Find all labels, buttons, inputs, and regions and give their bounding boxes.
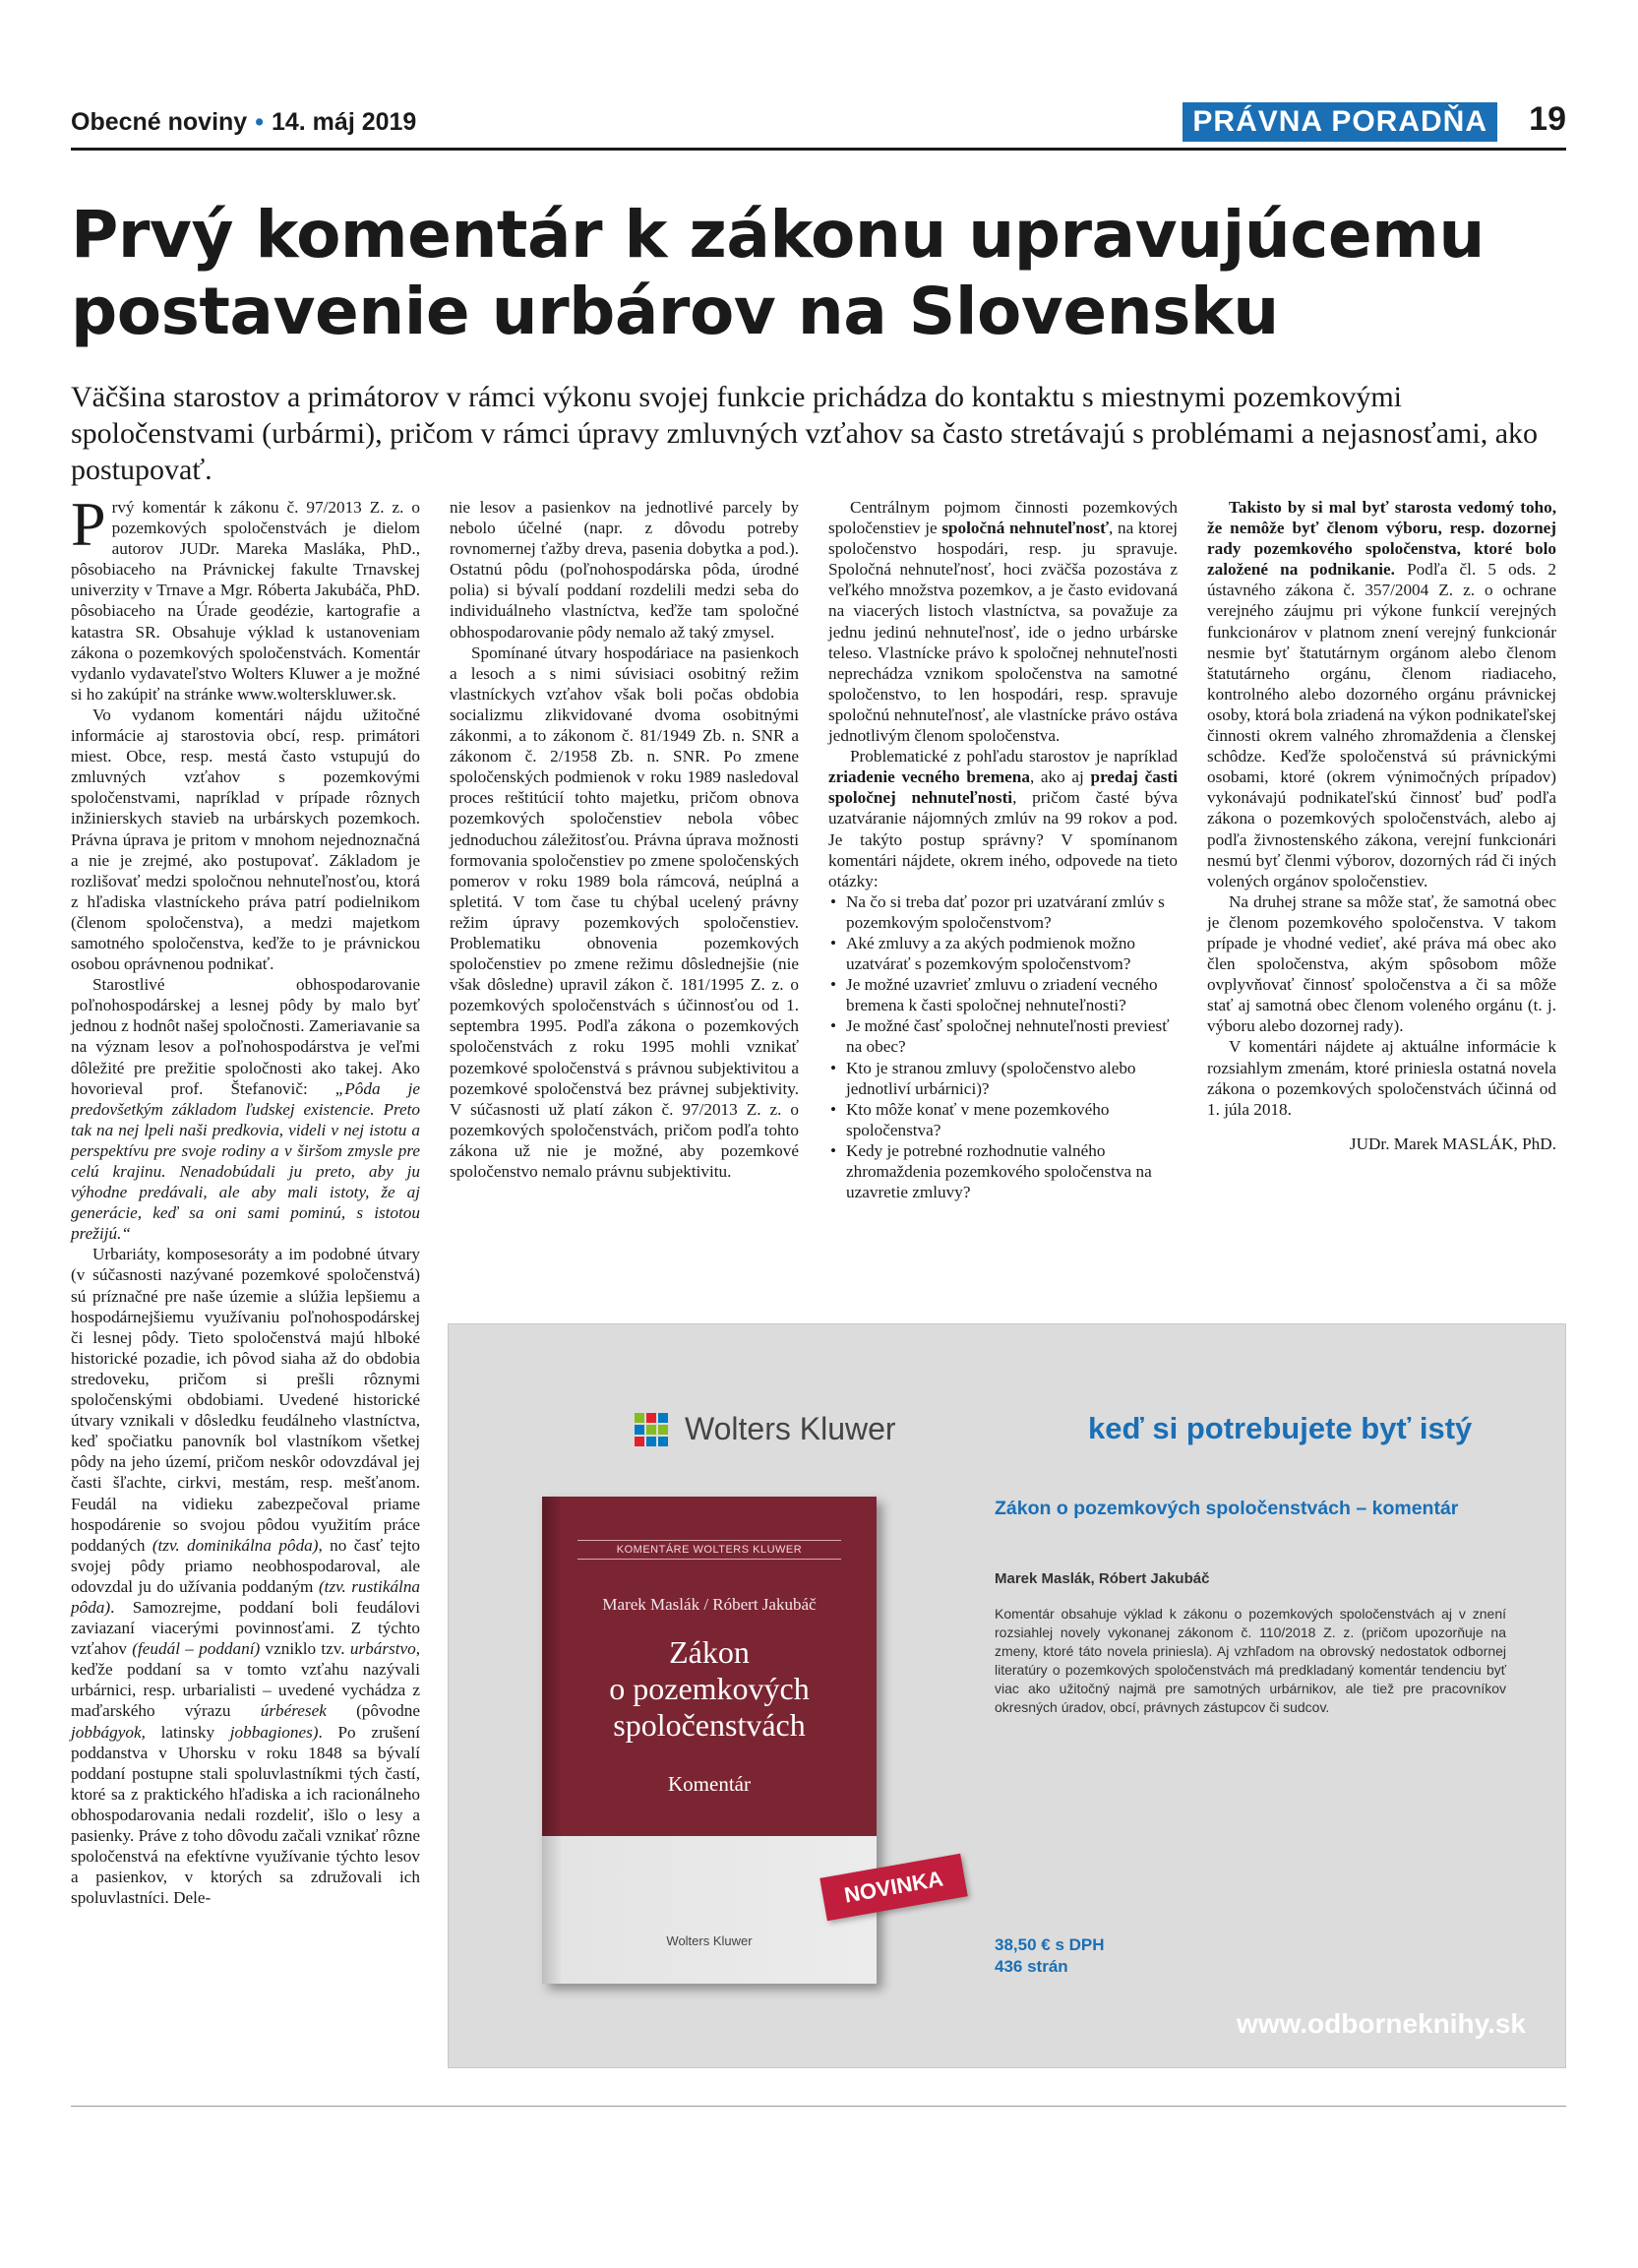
- paragraph: Spomínané útvary hospodáriace na pasienkoch a lesoch a s nimi súvisiaci osobitný režim vlastníckych vzťahov však boli počas obdobia socializmu zlikvidované dvoma osobitnými zákonmi, a to zákonom č. 81/1949 Zb. n. SNR a zákonom č. 2/1958 Zb. n. SNR. Po zmene spoločenských podmienok v roku 1989 nasledoval proces reštitúcií tohto majetku, pričom obnova pozemkových spoločenstiev nebola vôbec jednoduchou záležitosťou. Právna úprava možnosti formovania spoločenstiev po zmene spoločenských pomerov v roku 1989 bola rámcová, neúplná a spletitá. V tom čase tu chýbal ucelený právny režim úpravy pozemkových spoločenstiev. Problematiku obnovenia pozemkových spoločenstiev po zmene režimu dôslednejšie (nie však dôsledne) upravil zákon č. 181/1995 Z. z. o pozemkových spoločenstvách s účinnosťou od 1. septembra 1995. Podľa zákona o pozemkových spoločenstvách z roku 1995 mohli vznikať pozemkové spoločenstvá s právnou subjektivitou a pozemkové spoločenstvá bez právnej subjektivity. V súčasnosti už platí zákon č. 97/2013 Z. z. o pozemkových spoločenstvách, pričom podľa tohto zákona už nie je možné, aby pozemkové spoločenstvo nemalo právnu subjektivitu.: [450, 643, 799, 1181]
- paragraph: nie lesov a pasienkov na jednotlivé parcely by nebolo účelné (napr. z dôvodu potreby rovnomernej ťažby dreva, pasenia dobytka a pod.). Ostatnú pôdu (poľnohospodárska pôda, úrodné polia) si bývalí poddaní rozdelili medzi seba do individuálneho vlastníctva, keďže tam spoločné obhospodarovanie pôdy nemalo až taký zmysel.: [450, 498, 799, 642]
- list-item: • Kto môže konať v mene pozemkového spoločenstva?: [846, 1099, 1178, 1140]
- ad-price-block: [995, 1934, 1105, 1978]
- drop-cap: P: [71, 489, 106, 559]
- paragraph: Starostlivé obhospodarovanie poľnohospodárskej a lesnej pôdy by malo byť jednou z hodnôt našej spoločnosti. Zameriavanie sa na význam lesov a poľnohospodárstva je veľmi dôležité pre prežitie spoločnosti ako takej. Ako hovorieval prof. Štefanovič: „Pôda je predovšetkým základom ľudskej existencie. Preto tak na nej lpeli naši predkovia, videli v nej istotu a perspektívu pre svoje rodiny a v širšom zmysle pre celú krajinu. Nenadobúdali ju preto, aby ju výhodne predávali, ale aby mali istoty, že aj generácie, keď sa oni sami pominú, s istotou prežijú.“: [71, 975, 421, 1244]
- issue-date: 14. máj 2019: [271, 108, 417, 136]
- column-4: [1207, 497, 1556, 1154]
- article-lead: Väčšina starostov a primátorov v rámci výkonu svojej funkcie prichádza do kontaktu s miestnymi pozemkovými spoločenstvami (urbármi), pričom v rámci úpravy zmluvných vzťahov sa často stretávajú s problémami a nejasnosťami, ako postupovať.: [71, 381, 1539, 486]
- paper-title: Obecné noviny: [71, 108, 248, 136]
- book-cover-title: Zákon o pozemkových spoločenstvách: [609, 1634, 810, 1743]
- book-cover-subtitle: Komentár: [668, 1772, 751, 1796]
- ad-book-title: Zákon o pozemkových spoločenstvách – komentár: [995, 1498, 1459, 1519]
- list-item: • Je možné časť spoločnej nehnuteľnosti previesť na obec?: [846, 1015, 1178, 1057]
- paragraph: Urbariáty, komposesoráty a im podobné útvary (v súčasnosti nazývané pozemkové spoločenstvá) sú príznačné pre naše územie a slúžia lepšiemu a hospodárnejšiemu využívaniu poľnohospodárskej či lesnej pôdy. Tieto spoločenstvá majú hlboké historické pozadie, ich pôvod siaha až do obdobia stredoveku, pričom si prešli rôznymi spoločenskými obdobiami. Uvedené historické útvary vznikali v dôsledku feudálneho vlastníctva, keď spočiatku panovník bol vlastníkom všetkej pôdy na jeho území, pričom neskôr odovzdával jej časti šľachte, cirkvi, mestám, resp. mešťanom. Feudál na vidieku zabezpečoval priame hospodárenie so svojou pôdou využitím práce poddaných (tzv. dominikálna pôda), no časť tejto svojej pôdy priamo neobhospodaroval, ale odovzdal ju do užívania poddaným (tzv. rustikálna pôda). Samozrejme, poddaní boli feudálovi zaviazaní viacerými povinnosťami. Z týchto vzťahov (feudál – poddaní) vzniklo tzv. urbárstvo, keďže poddaní sa v tomto vzťahu nazývali urbárnici, resp. urbarialisti – uvedené vychádza z maďarského výrazu úrbéresek (pôvodne jobbágyok, latinsky jobbagiones). Po zrušení poddanstva v Uhorsku v roku 1848 sa bývalí poddaní postupne stali spoluvlastníkmi tých častí, ktoré sa z praktického hľadiska a ich racionálneho obhospodarovania nedali rozdeliť, išlo o lesy a pasienky. Práve z toho dôvodu začali vznikať rôzne spoločenstvá na efektívne využívanie týchto lesov a pasienkov, v ktorých sa združovali ich spoluvlastníci. Dele-: [71, 1245, 421, 1908]
- ad-book-description: Komentár obsahuje výklad k zákonu o pozemkových spoločenstvách aj v znení rozsiahlej novely vykonanej zákonom č. 110/2018 Z. z. (pričom upozorňuje na zmeny, ktoré táto novela priniesla). Aj vzhľadom na obrovský nedostatok odbornej literatúry o pozemkových spoločenstvách má predkladaný komentár tendenciu byť viac ako užitočný najmä pre samotných urbárnikov, ale tiež pre pracovníkov okresných úradov, obcí, právnych zástupcov či sudcov.: [995, 1606, 1506, 1715]
- list-item: • Na čo si treba dať pozor pri uzatváraní zmlúv s pozemkovým spoločenstvom?: [846, 891, 1178, 933]
- price: 38,50 € s DPH: [995, 1935, 1105, 1954]
- book-cover-publisher: Wolters Kluwer: [666, 1933, 753, 1948]
- list-item: • Kedy je potrebné rozhodnutie valného zhromaždenia pozemkového spoločenstva na uzavretie zmluvy?: [846, 1140, 1178, 1202]
- separator-dot: •: [255, 108, 264, 136]
- list-item: • Aké zmluvy a za akých podmienok možno uzatvárať s pozemkovým spoločenstvom?: [846, 933, 1178, 974]
- book-series: KOMENTÁRE WOLTERS KLUWER: [577, 1540, 841, 1560]
- paragraph: Na druhej strane sa môže stať, že samotná obec je členom pozemkového spoločenstva. V takom prípade je vhodné vedieť, aké práva má obec ako člen spoločenstva, akým spôsobom môže ovplyvňovať činnosť spoločenstva a či sa môže stať aj samotná obec členom voleného orgánu (t. j. výboru alebo dozornej rady).: [1207, 891, 1556, 1036]
- column-2: [450, 497, 799, 1182]
- ad-tagline: keď si potrebujete byť istý: [1088, 1411, 1473, 1445]
- paragraph: Problematické z pohľadu starostov je napríklad zriadenie vecného bremena, ako aj predaj časti spoločnej nehnuteľnosti, pričom časté býva uzatváranie nájomných zmlúv na 99 rokov a pod. Je takýto postup správny? V spomínanom komentári nájdete, okrem iného, odpovede na tieto otázky:: [828, 747, 1178, 890]
- column-3: [828, 497, 1178, 1202]
- paragraph: Centrálnym pojmom činnosti pozemkových spoločenstiev je spoločná nehnuteľnosť, na ktorej spoločenstvo hospodári, resp. ju spravuje. Spoločná nehnuteľnosť, hoci zväčša pozostáva z veľkého množstva pozemkov, a je často evidovaná na viacerých listoch vlastníctva, sa považuje za jednu jedinú nehnuteľnosť, ide o jedno urbárske teleso. Vlastnícke právo k spoločnej nehnuteľnosti neprechádza vznikom spoločenstva na samotné spoločenstvo, to len hospodári, resp. spravuje spoločnú nehnuteľnosť, ale vlastnícke právo ostáva jednotlivým členom spoločenstva.: [828, 498, 1178, 746]
- ad-website-link[interactable]: www.odborneknihy.sk: [1236, 2008, 1526, 2039]
- paragraph: Takisto by si mal byť starosta vedomý toho, že nemôže byť členom výboru, resp. dozornej rady pozemkového spoločenstva, ktoré bolo založené na podnikanie. Podľa čl. 5 ods. 2 ústavného zákona č. 357/2004 Z. z. o ochrane verejného záujmu pri výkone funkcií verejných funkcionárov v platnom znení verejný funkcionár nesmie byť štatutárnym orgánom alebo členom štatutárneho orgánu, členom riadiaceho, kontrolného alebo dozorného orgánu právnickej osoby, ktorá bola zriadená na výkon podnikateľskej činnosti okrem valného zhromaždenia a členskej schôdze. Keďže spoločenstvá sú právnickými osobami, ktoré (okrem výnimočných prípadov) vykonávajú podnikateľskú činnosť buď podľa zákona o pozemkových spoločenstvách, alebo aj podľa živnostenského zákona, verejní funkcionári nesmú byť členmi výborov, dozorných rád či iných volených orgánov spoločenstiev.: [1207, 498, 1557, 890]
- section-label: PRÁVNA PORADŇA: [1183, 102, 1497, 142]
- column-1: [71, 489, 421, 1908]
- headline-line-2: postavenie urbárov na Slovensku: [71, 274, 1279, 349]
- paragraph: V komentári nájdete aj aktuálne informácie k rozsiahlym zmenám, ktoré priniesla ostatná novela zákona o pozemkových spoločenstvách účinná od 1. júla 2018.: [1207, 1037, 1556, 1119]
- article-author: JUDr. Marek MASLÁK, PhD.: [1349, 1134, 1556, 1153]
- quote: „Pôda je predovšetkým základom ľudskej existencie. Preto tak na nej lpeli naši predkovia, videli v nej istotu a perspektívu pre svoje rodiny a v širšom zmysle pre celú krajinu. Nenadobúdali ju preto, aby ju výhodne predávali, ale aby mali istoty, že aj generácie, keď sa oni sami pominú, s istotou prežijú.“: [71, 1078, 421, 1244]
- page-number: 19: [1529, 100, 1566, 138]
- newspaper-name: [71, 108, 416, 137]
- brand-name: Wolters Kluwer: [685, 1411, 896, 1446]
- headline-line-1: Prvý komentár k zákonu upravujúcemu: [71, 197, 1485, 273]
- page-header: [71, 98, 1566, 151]
- new-badge: NOVINKA: [819, 1854, 967, 1922]
- ad-book-authors: Marek Maslák, Róbert Jakubáč: [995, 1570, 1210, 1587]
- book-advertisement[interactable]: [448, 1323, 1566, 2068]
- book-cover-authors: Marek Maslák / Róbert Jakubáč: [602, 1595, 817, 1614]
- paragraph: Prvý komentár k zákonu č. 97/2013 Z. z. o pozemkových spoločenstvách je dielom autorov JUDr. Mareka Masláka, PhD., pôsobiaceho na Právnickej fakulte Trnavskej univerzity v Trnave a Mgr. Róberta Jakubáča, PhD. pôsobiaceho na Úrade geodézie, kartografie a katastra SR. Obsahuje výklad k ustanoveniam zákona o pozemkových spoločenstvách. Komentár vydanlo vydavateľstvo Wolters Kluwer a je možné si ho zakúpiť na stránke www.wolterskluwer.sk.: [71, 489, 420, 704]
- footer-divider: [71, 2106, 1566, 2107]
- page-count: 436 strán: [995, 1957, 1068, 1976]
- list-item: • Kto je stranou zmluvy (spoločenstvo alebo jednotliví urbárnici)?: [846, 1058, 1178, 1099]
- list-item: • Je možné uzavrieť zmluvu o zriadení vecného bremena k časti spoločnej nehnuteľnosti?: [846, 974, 1178, 1015]
- article-headline: [71, 197, 1586, 350]
- questions-list: [828, 891, 1178, 1202]
- paragraph: Vo vydanom komentári nájdu užitočné informácie aj starostovia obcí, resp. primátori miest. Obce, resp. mestá často vstupujú do zmluvných vzťahov s pozemkovými spoločenstvami, napríklad v prípade rôznych inžinierskych stavieb na urbárskych pozemkoch. Právna úprava je pritom v mnohom nejednoznačná a nie je zrejmé, ako postupovať. Základom je rozlišovať medzi spoločnou nehnuteľnosťou, ktorá z hľadiska vlastníckeho práva patrí podielnikom (členom spoločenstva), a medzi majetkom samotného spoločenstva, keďže to je právnickou osobou oprávnenou podnikať.: [71, 705, 420, 974]
